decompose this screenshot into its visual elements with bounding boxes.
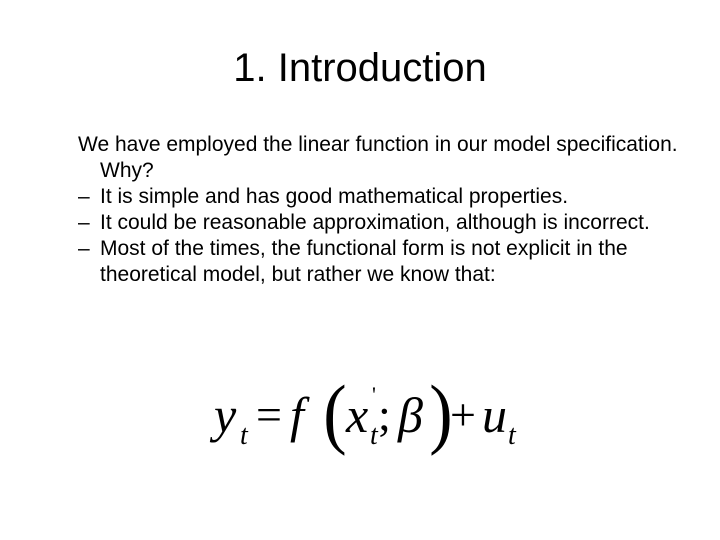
formula-close-paren: ) — [429, 369, 453, 456]
bullet-text: Most of the times, the functional form is not explicit in the theoretical model, but rather we know that: — [100, 237, 628, 286]
slide-title: 1. Introduction — [233, 46, 487, 90]
formula-y-subscript: t — [240, 420, 248, 451]
formula-u: u — [482, 387, 507, 443]
formula-plus: + — [450, 389, 476, 440]
bullet-item — [78, 236, 678, 288]
formula-x: x — [346, 387, 369, 443]
formula-x-subscript: t — [370, 420, 378, 451]
formula-y: y — [214, 387, 237, 443]
formula-u-subscript: t — [508, 420, 516, 451]
bullet-text: It could be reasonable approximation, although is incorrect. — [100, 211, 650, 234]
bullet-dash: – — [78, 185, 90, 208]
formula-x-prime: ' — [372, 382, 376, 407]
bullet-item — [78, 210, 678, 236]
formula-function: f — [290, 387, 304, 443]
bullet-text: It is simple and has good mathematical properties. — [100, 185, 569, 208]
formula-beta: β — [398, 387, 423, 443]
bullet-dash: – — [78, 237, 90, 260]
formula-equals: = — [256, 389, 282, 440]
bullet-item — [78, 184, 678, 210]
bullet-dash: – — [78, 211, 90, 234]
slide-body — [78, 132, 678, 288]
model-formula — [214, 369, 524, 458]
formula-open-paren: ( — [323, 369, 347, 456]
formula-semicolon: ; — [378, 389, 391, 440]
intro-paragraph: We have employed the linear function in our model specification. Why? — [78, 133, 678, 182]
